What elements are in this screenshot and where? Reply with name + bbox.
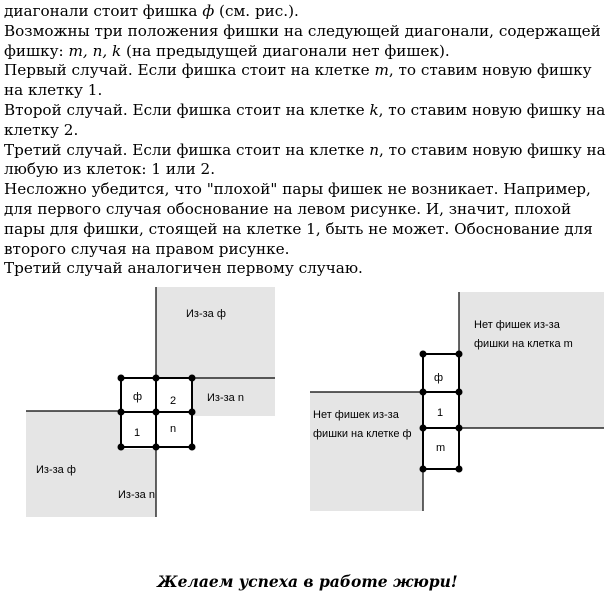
paragraph-positions: Возможны три положения фишки на следующей диагонали, содержащей фишку: m, n, k (на предыдущей диагонали нет фишек).: [4, 21, 601, 60]
paragraph-case-2: Второй случай. Если фишка стоит на клетке k, то ставим новую фишку на клетку 2.: [4, 100, 606, 139]
paragraph-third-case: Третий случай аналогичен первому случаю.: [4, 259, 363, 278]
right-label-left-2: фишки на клетке ф: [313, 428, 412, 440]
line-0: диагонали стоит фишка ф (см. рис.).: [4, 2, 299, 20]
left-label-left: Из-за ф: [36, 464, 76, 476]
right-label-left-1: Нет фишек из-за: [313, 409, 399, 421]
left-cell-2: 2: [170, 395, 177, 407]
paragraph-no-bad-pair: Несложно убедится, что "плохой" пары фишек не возникает. Например, для первого случая обоснование на левом рисунке. И, значит, плохой пары для фишки, стоящей на клетке 1, быть не может. Обоснование для второго случая на правом рисунке.: [4, 180, 593, 258]
paragraph-case-1: Первый случай. Если фишка стоит на клетке m, то ставим новую фишку на клетку 1.: [4, 61, 592, 100]
left-label-top: Из-за ф: [186, 308, 226, 320]
right-cell-phi: ф: [434, 372, 444, 384]
right-cell-1: 1: [437, 407, 444, 419]
shade-top-right: [459, 292, 604, 428]
left-cell-n: n: [170, 423, 177, 435]
right-label-top-1: Нет фишек из-за: [474, 319, 560, 331]
right-label-top-2: фишки на клетка m: [474, 338, 573, 350]
paragraph-case-3: Третий случай. Если фишка стоит на клетке n, то ставим новую фишку на любую из клеток: 1 или 2.: [4, 140, 606, 179]
left-cell-phi: ф: [133, 391, 143, 403]
left-label-right: Из-за n: [207, 392, 244, 404]
closing-wish: Желаем успеха в работе жюри!: [157, 572, 458, 591]
left-cell-1: 1: [134, 427, 141, 439]
right-cell-m: m: [436, 442, 446, 454]
left-label-bottom: Из-за n: [118, 489, 155, 501]
